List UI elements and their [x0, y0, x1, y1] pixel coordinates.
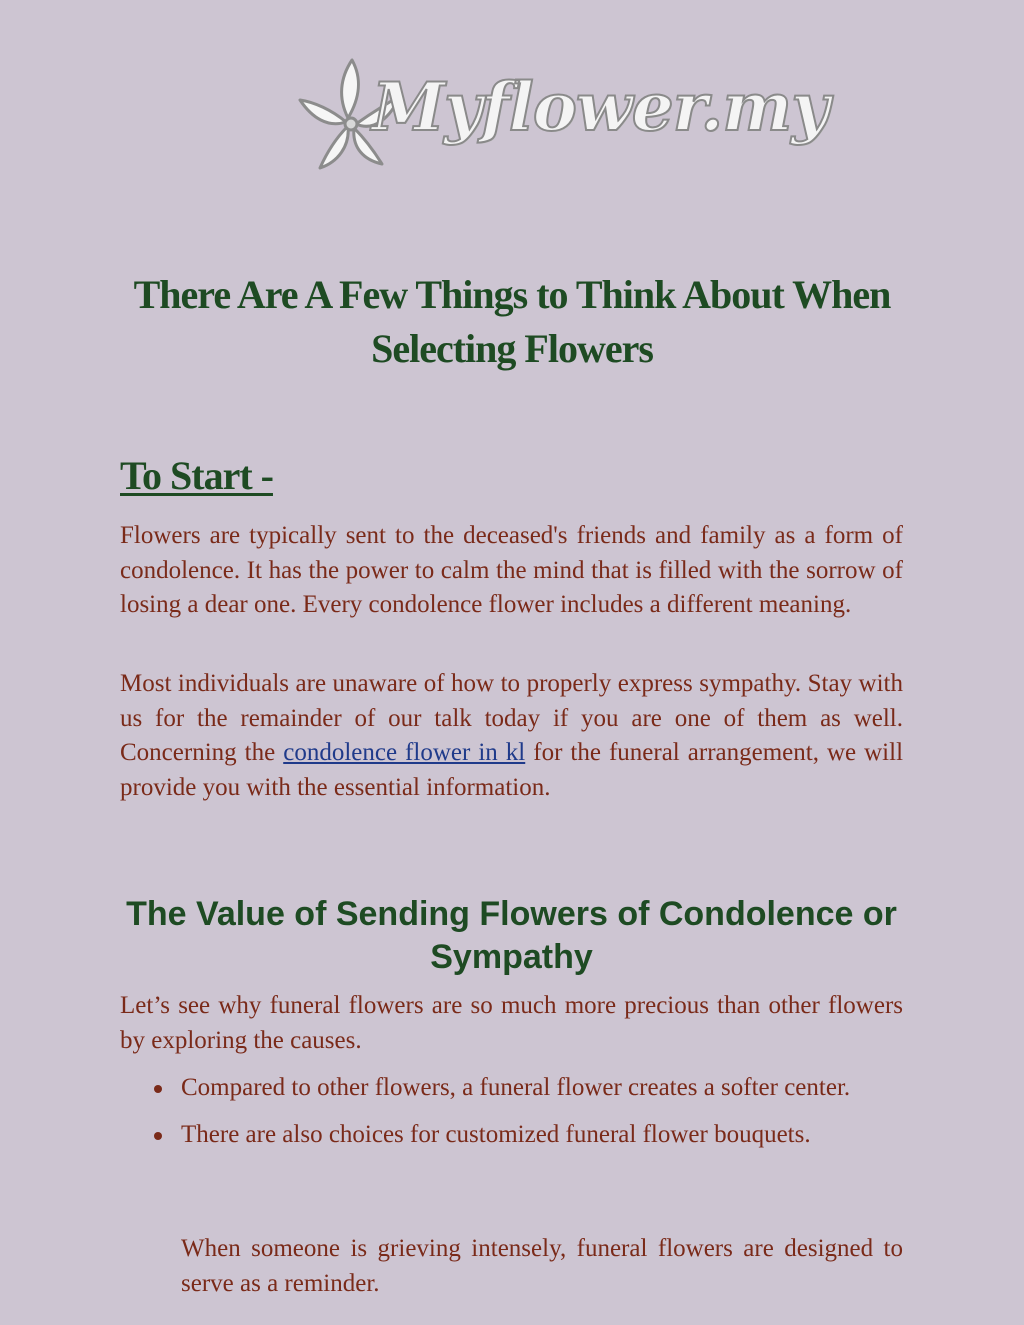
list-item-text: There are also choices for customized funeral flower bouquets.: [181, 1120, 811, 1148]
page-title: There Are A Few Things to Think About When Selecting Flowers: [133, 272, 891, 371]
condolence-flower-link[interactable]: condolence flower in kl: [283, 739, 526, 766]
logo: [290, 52, 829, 192]
paragraph-reminder: When someone is grieving intensely, funeral flowers are designed to serve as a reminder.: [181, 1235, 903, 1297]
bullet-icon: [154, 1085, 162, 1093]
bullet-list: [120, 1071, 903, 1164]
paragraph-sympathy: [120, 667, 903, 805]
list-item: [120, 1071, 903, 1106]
bullet-icon: [154, 1132, 162, 1140]
section-heading-value: The Value of Sending Flowers of Condolence or Sympathy: [126, 895, 897, 976]
paragraph-value-intro: Let’s see why funeral flowers are so much more precious than other flowers by exploring the causes.: [120, 992, 903, 1054]
paragraph-sympathy-text-end: for the funeral arrangement, we will provide you with the essential information.: [120, 739, 904, 801]
paragraph-condolence-intro: Flowers are typically sent to the deceased's friends and family as a form of condolence. It has the power to calm the mind that is filled with the sorrow of losing a dear one. Every condolence flower includes a different meaning.: [120, 522, 903, 618]
list-item: [120, 1118, 903, 1153]
list-item-text: Compared to other flowers, a funeral flower creates a softer center.: [181, 1074, 851, 1101]
logo-wordmark: Myflower.my: [372, 68, 829, 146]
section-heading-to-start: To Start -: [120, 453, 273, 498]
paragraph-sympathy-text: Most individuals are unaware of how to properly express sympathy. Stay with us for the remainder of our talk today if you are one of them as well. Concerning the: [120, 670, 903, 766]
